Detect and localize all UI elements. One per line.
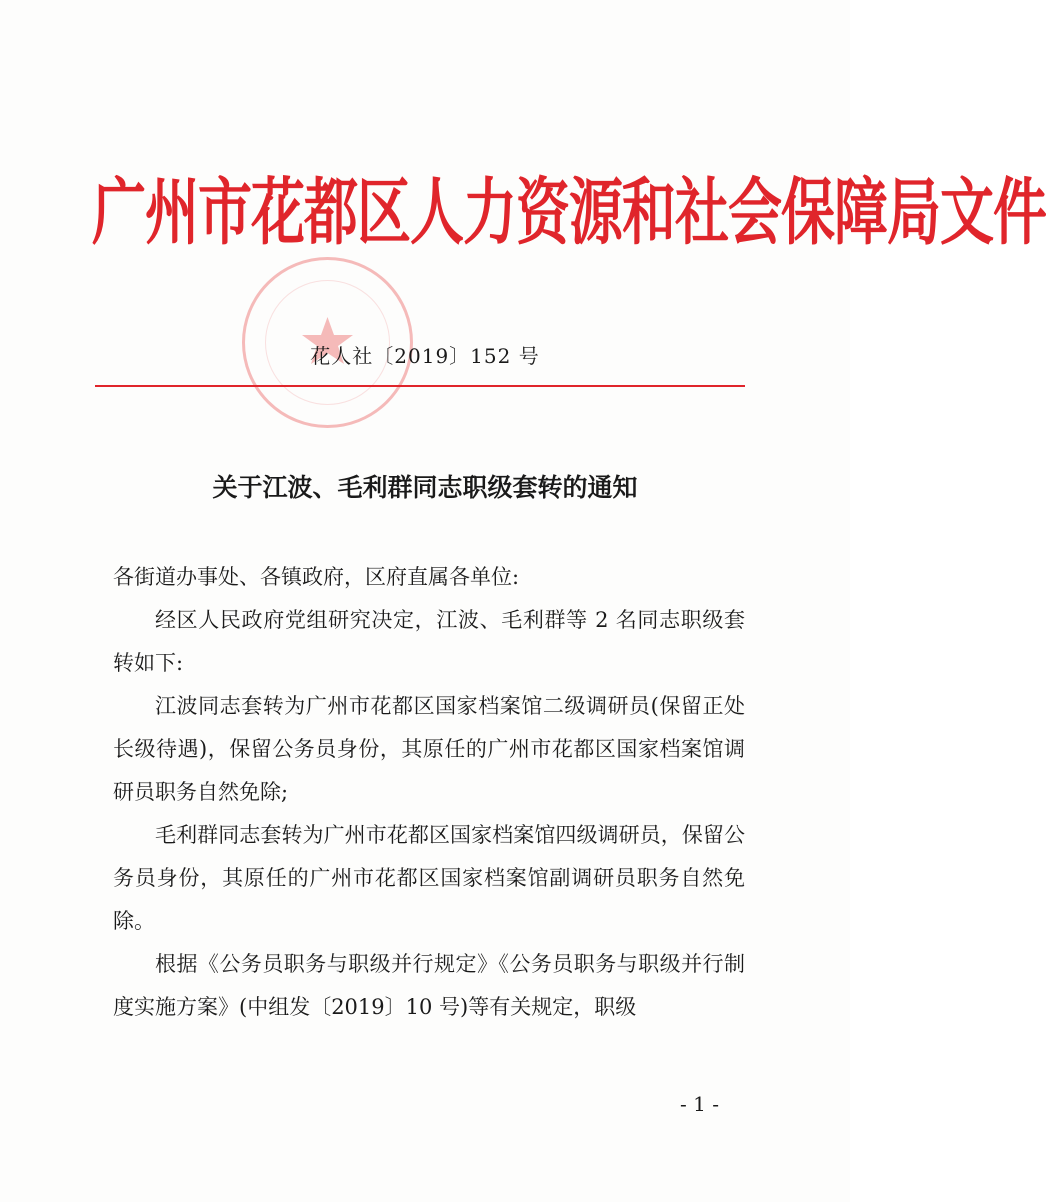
document-subject-title: 关于江波、毛利群同志职级套转的通知 xyxy=(212,473,638,502)
salutation-line: 各街道办事处、各镇政府，区府直属各单位: xyxy=(113,565,520,589)
page-number: - 1 - xyxy=(680,1092,719,1116)
body-paragraph: 江波同志套转为广州市花都区国家档案馆二级调研员(保留正处长级待遇)，保留公务员身份，其原任的广州市花都区国家档案馆调研员职务自然免除; xyxy=(113,694,745,804)
body-paragraph: 经区人民政府党组研究决定，江波、毛利群等 2 名同志职级套转如下: xyxy=(113,608,745,675)
document-body xyxy=(113,556,745,1029)
body-paragraph: 根据《公务员职务与职级并行规定》《公务员职务与职级并行制度实施方案》(中组发〔2019〕10 号)等有关规定，职级 xyxy=(113,952,745,1019)
red-divider-line xyxy=(95,385,745,387)
document-header-title: 广州市花都区人力资源和社会保障局文件 xyxy=(92,169,1046,255)
body-paragraph: 毛利群同志套转为广州市花都区国家档案馆四级调研员，保留公务员身份，其原任的广州市花都区国家档案馆副调研员职务自然免除。 xyxy=(113,823,745,933)
document-number: 花人社〔2019〕152 号 xyxy=(310,344,540,368)
